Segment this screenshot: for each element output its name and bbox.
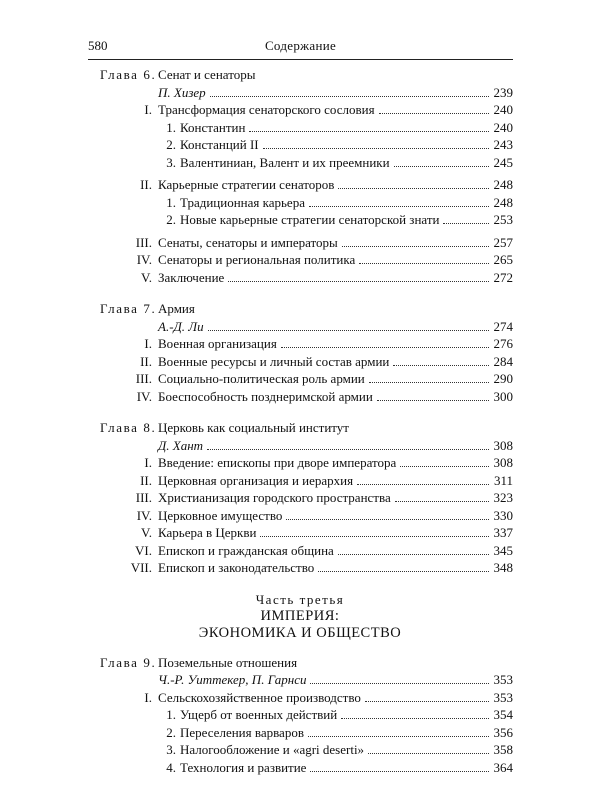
page-ref: 323 xyxy=(493,490,513,505)
entry-title: Трансформация сенаторского сословия xyxy=(158,102,375,117)
dot-leader xyxy=(249,119,489,132)
entry-leader xyxy=(158,318,513,336)
dot-leader xyxy=(443,211,489,224)
dot-leader xyxy=(357,472,489,485)
entry-title: Ч.-Р. Уиттекер, П. Гарнси xyxy=(158,672,307,687)
entry-title: А.-Д. Ли xyxy=(158,318,204,334)
entry-leader xyxy=(158,454,513,472)
dot-leader xyxy=(318,559,489,572)
section-entry xyxy=(0,489,600,507)
chapter-heading xyxy=(0,654,600,672)
chapter-title: Поземельные отношения xyxy=(158,654,298,670)
chapter-label: Глава 7. xyxy=(100,301,157,316)
entry-number: VI. xyxy=(135,542,152,558)
page-ref: 358 xyxy=(493,742,513,757)
chapter-title: Сенат и сенаторы xyxy=(158,67,256,82)
page-ref: 308 xyxy=(493,455,513,470)
section-entry xyxy=(0,559,600,577)
dot-leader xyxy=(310,759,489,772)
subsection-entry xyxy=(0,154,600,172)
section-entry xyxy=(0,234,600,252)
entry-number: 1. xyxy=(166,194,176,210)
entry-number: IV. xyxy=(136,252,152,267)
table-of-contents xyxy=(0,66,600,790)
subsection-entry xyxy=(0,211,600,229)
page-ref: 290 xyxy=(493,371,513,386)
page-header xyxy=(88,38,513,58)
subsection-entry xyxy=(0,724,600,742)
dot-leader xyxy=(377,388,489,401)
entry-leader xyxy=(158,689,513,707)
chapter-label: Глава 9. xyxy=(100,654,157,670)
entry-title: Боеспособность позднеримской армии xyxy=(158,388,373,404)
entry-leader xyxy=(158,353,513,371)
entry-leader xyxy=(158,489,513,507)
dot-leader xyxy=(286,507,489,520)
entry-leader xyxy=(158,542,513,560)
entry-title: Сенаторы и региональная политика xyxy=(158,252,356,267)
entry-number: III. xyxy=(135,490,152,505)
page-ref: 308 xyxy=(493,437,513,453)
chapter-author xyxy=(0,437,600,455)
entry-title: Карьерные стратегии сенаторов xyxy=(158,177,335,192)
entry-number: 2. xyxy=(166,137,176,152)
dot-leader xyxy=(260,524,489,537)
entry-number: 2. xyxy=(166,212,176,227)
section-entry xyxy=(0,472,600,490)
entry-leader xyxy=(180,194,513,212)
chapter-title: Армия xyxy=(158,301,195,316)
subsection-entry xyxy=(0,119,600,137)
chapter-heading xyxy=(0,419,600,437)
entry-leader xyxy=(180,211,513,229)
chapter-label: Глава 8. xyxy=(100,420,157,435)
page-ref: 240 xyxy=(493,119,513,135)
entry-number: VII. xyxy=(130,560,152,575)
entry-leader xyxy=(158,269,513,287)
entry-title: Новые карьерные стратегии сенаторской знати xyxy=(180,212,440,227)
running-title: Содержание xyxy=(264,38,337,53)
entry-leader xyxy=(158,101,513,119)
section-entry xyxy=(0,335,600,353)
entry-title: Социально-политическая роль армии xyxy=(158,371,365,386)
entry-number: 3. xyxy=(166,742,176,757)
dot-leader xyxy=(395,489,489,502)
entry-number: V. xyxy=(141,269,152,285)
dot-leader xyxy=(359,251,489,264)
chapter-heading xyxy=(0,300,600,318)
entry-leader xyxy=(158,335,513,353)
page-number: 580 xyxy=(88,38,108,53)
section-entry xyxy=(0,524,600,542)
page-ref: 274 xyxy=(493,318,513,334)
page-ref: 257 xyxy=(493,234,513,250)
chapters-before xyxy=(0,66,600,577)
entry-title: Сельскохозяйственное производство xyxy=(158,689,361,705)
section-entry xyxy=(0,101,600,119)
entry-title: Традиционная карьера xyxy=(180,194,305,210)
page-ref: 300 xyxy=(493,388,513,404)
entry-title: П. Хизер xyxy=(158,84,206,100)
page-ref: 245 xyxy=(493,154,513,170)
part-title-line1: ИМПЕРИЯ: xyxy=(260,607,340,624)
entry-title: Военные ресурсы и личный состав армии xyxy=(158,353,390,369)
entry-leader xyxy=(180,119,513,137)
entry-number: III. xyxy=(135,234,152,250)
subsection-entry xyxy=(0,759,600,777)
entry-number: 1. xyxy=(166,119,176,135)
page-ref: 364 xyxy=(493,759,513,775)
dot-leader xyxy=(342,234,489,247)
entry-number: III. xyxy=(135,371,152,386)
entry-title: Ущерб от военных действий xyxy=(180,707,338,722)
entry-leader xyxy=(158,507,513,525)
entry-title: Д. Хант xyxy=(158,437,204,453)
entry-number: 2. xyxy=(166,724,176,740)
page-ref: 248 xyxy=(493,194,513,210)
dot-leader xyxy=(365,689,489,702)
page-ref: 240 xyxy=(493,102,513,117)
section-entry xyxy=(0,454,600,472)
entry-title: Технология и развитие xyxy=(180,759,307,775)
subsection-entry xyxy=(0,706,600,724)
page-ref: 345 xyxy=(493,542,513,558)
page-ref: 272 xyxy=(493,269,513,285)
dot-leader xyxy=(394,154,489,167)
entry-leader xyxy=(180,724,513,742)
chapter-author xyxy=(0,84,600,102)
entry-number: I. xyxy=(144,689,152,705)
entry-number: I. xyxy=(144,455,152,470)
page-ref: 348 xyxy=(493,560,513,575)
entry-number: I. xyxy=(144,336,152,351)
dot-leader xyxy=(341,706,489,719)
entry-title: Карьера в Церкви xyxy=(158,525,257,540)
entry-number: IV. xyxy=(136,507,152,523)
page-ref: 337 xyxy=(493,525,513,540)
entry-title: Валентиниан, Валент и их преемники xyxy=(180,154,390,170)
entry-title: Констанций II xyxy=(180,137,259,152)
dot-leader xyxy=(309,194,489,207)
entry-number: I. xyxy=(144,102,152,117)
chapter-title: Церковь как социальный институт xyxy=(158,420,349,435)
chapter xyxy=(0,654,600,777)
dot-leader xyxy=(338,176,489,189)
entry-leader xyxy=(158,388,513,406)
chapter-author xyxy=(0,671,600,689)
entry-number: IV. xyxy=(136,388,152,404)
dot-leader xyxy=(207,437,489,450)
section-entry xyxy=(0,689,600,707)
entry-title: Налогообложение и «agri deserti» xyxy=(180,742,365,757)
entry-leader xyxy=(180,136,513,154)
chapter xyxy=(0,66,600,286)
entry-leader xyxy=(158,370,513,388)
entry-number: 3. xyxy=(166,154,176,170)
dot-leader xyxy=(210,84,489,97)
page-ref: 265 xyxy=(493,252,513,267)
section-entry xyxy=(0,269,600,287)
section-entry xyxy=(0,370,600,388)
dot-leader xyxy=(379,101,489,114)
entry-number: II. xyxy=(140,472,152,488)
entry-number: 4. xyxy=(166,759,176,775)
part-heading xyxy=(0,591,600,642)
entry-title: Церковная организация и иерархия xyxy=(158,472,354,488)
section-entry xyxy=(0,251,600,269)
entry-leader xyxy=(158,234,513,252)
entry-leader xyxy=(158,472,513,490)
entry-leader xyxy=(180,759,513,777)
entry-title: Христианизация городского пространства xyxy=(158,490,391,505)
dot-leader xyxy=(338,542,489,555)
dot-leader xyxy=(263,136,489,149)
chapters-after xyxy=(0,654,600,777)
entry-leader xyxy=(158,671,513,689)
page-ref: 356 xyxy=(493,724,513,740)
entry-title: Константин xyxy=(180,119,246,135)
section-entry xyxy=(0,353,600,371)
chapter xyxy=(0,300,600,405)
section-entry xyxy=(0,542,600,560)
entry-title: Сенаты, сенаторы и императоры xyxy=(158,234,338,250)
page-ref: 243 xyxy=(493,137,513,152)
entry-number: 1. xyxy=(166,707,176,722)
section-entry xyxy=(0,388,600,406)
chapter-label: Глава 6. xyxy=(100,67,157,82)
dot-leader xyxy=(281,335,489,348)
dot-leader xyxy=(310,671,489,684)
section-entry xyxy=(0,176,600,194)
dot-leader xyxy=(369,370,489,383)
dot-leader xyxy=(208,318,489,331)
page-ref: 330 xyxy=(493,507,513,523)
entry-title: Епископ и гражданская община xyxy=(158,542,334,558)
entry-leader xyxy=(158,84,513,102)
page-ref: 311 xyxy=(493,472,513,488)
header-rule xyxy=(88,59,513,60)
entry-leader xyxy=(180,706,513,724)
page-ref: 353 xyxy=(493,672,513,687)
section-entry xyxy=(0,507,600,525)
entry-leader xyxy=(158,559,513,577)
entry-number: V. xyxy=(141,525,152,540)
part-label: Часть третья xyxy=(255,591,345,607)
entry-leader xyxy=(158,524,513,542)
entry-number: II. xyxy=(140,353,152,369)
entry-leader xyxy=(158,176,513,194)
page-ref: 276 xyxy=(493,336,513,351)
entry-title: Церковное имущество xyxy=(158,507,283,523)
entry-leader xyxy=(180,154,513,172)
entry-title: Военная организация xyxy=(158,336,277,351)
page-ref: 253 xyxy=(493,212,513,227)
dot-leader xyxy=(400,454,489,467)
dot-leader xyxy=(368,741,489,754)
page-ref: 354 xyxy=(493,707,513,722)
page-ref: 353 xyxy=(493,689,513,705)
dot-leader xyxy=(393,353,489,366)
dot-leader xyxy=(228,269,489,282)
page-ref: 248 xyxy=(493,177,513,192)
entry-leader xyxy=(158,437,513,455)
dot-leader xyxy=(308,724,489,737)
page-ref: 284 xyxy=(493,353,513,369)
entry-title: Введение: епископы при дворе императора xyxy=(158,455,397,470)
chapter-heading xyxy=(0,66,600,84)
entry-title: Епископ и законодательство xyxy=(158,560,315,575)
entry-title: Заключение xyxy=(158,269,225,285)
entry-number: II. xyxy=(140,177,152,192)
entry-leader xyxy=(158,251,513,269)
entry-title: Переселения варваров xyxy=(180,724,304,740)
subsection-entry xyxy=(0,194,600,212)
chapter-author xyxy=(0,318,600,336)
page-ref: 239 xyxy=(493,84,513,100)
subsection-entry xyxy=(0,136,600,154)
chapter xyxy=(0,419,600,577)
part-title-line2: ЭКОНОМИКА И ОБЩЕСТВО xyxy=(198,624,402,641)
